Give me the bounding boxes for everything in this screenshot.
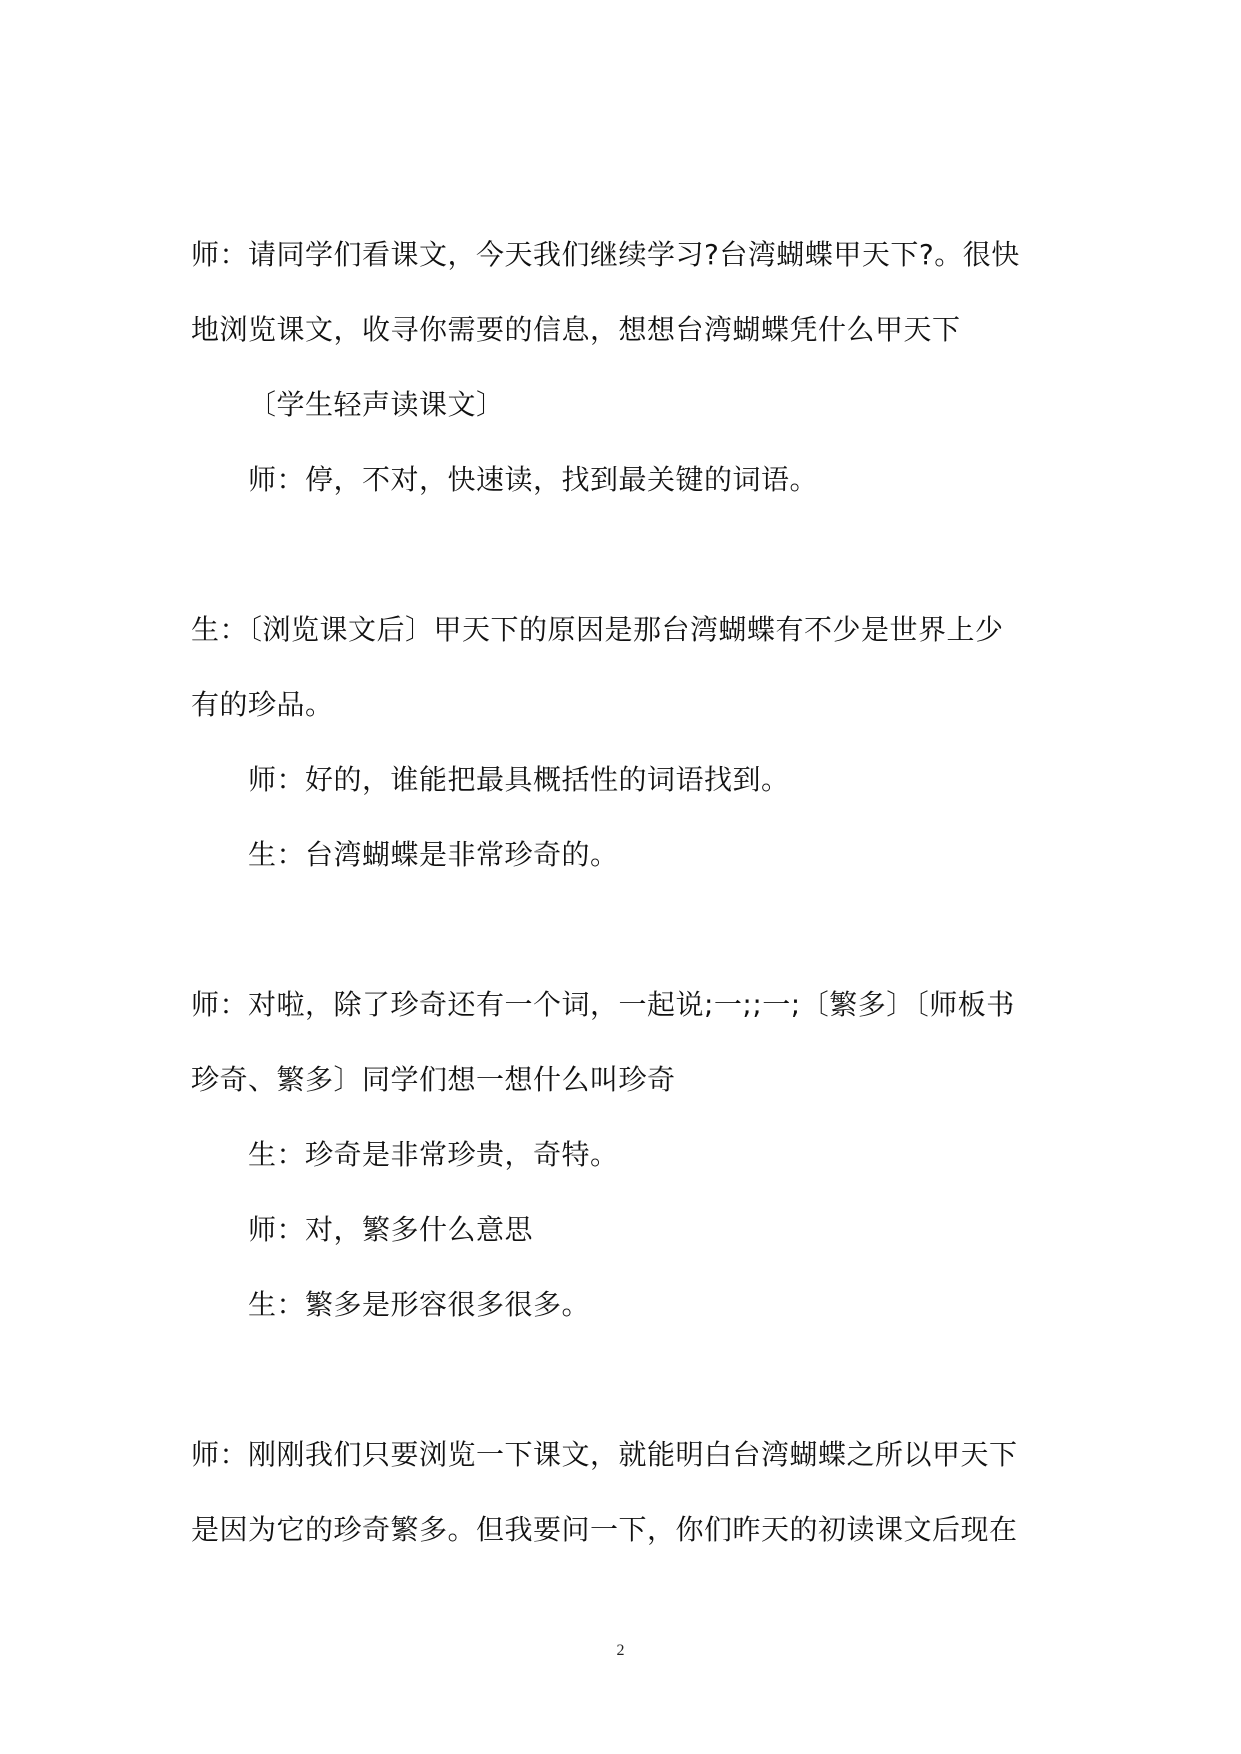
text-line-1: 师：请同学们看课文，今天我们继续学习?台湾蝴蝶甲天下?。很快 <box>191 238 1020 271</box>
text-line-6: 有的珍品。 <box>191 688 334 721</box>
text-line-3: 〔学生轻声读课文〕 <box>248 388 505 421</box>
text-line-14: 师：刚刚我们只要浏览一下课文，就能明白台湾蝴蝶之所以甲天下 <box>191 1438 1018 1471</box>
text-line-10: 珍奇、繁多〕同学们想一想什么叫珍奇 <box>191 1063 676 1096</box>
text-line-11: 生：珍奇是非常珍贵，奇特。 <box>248 1138 619 1171</box>
text-line-15: 是因为它的珍奇繁多。但我要问一下，你们昨天的初读课文后现在 <box>191 1513 1018 1546</box>
text-line-8: 生：台湾蝴蝶是非常珍奇的。 <box>248 838 619 871</box>
text-line-5: 生：〔浏览课文后〕甲天下的原因是那台湾蝴蝶有不少是世界上少 <box>191 613 1004 646</box>
text-line-7: 师：好的，谁能把最具概括性的词语找到。 <box>248 763 790 796</box>
text-line-2: 地浏览课文，收寻你需要的信息，想想台湾蝴蝶凭什么甲天下 <box>191 313 961 346</box>
text-line-13: 生：繁多是形容很多很多。 <box>248 1288 591 1321</box>
page-number: 2 <box>616 1642 625 1659</box>
text-line-4: 师：停，不对，快速读，找到最关键的词语。 <box>248 463 819 496</box>
text-line-12: 师：对，繁多什么意思 <box>248 1213 534 1246</box>
text-line-9: 师：对啦，除了珍奇还有一个词，一起说;一;;一;〔繁多〕〔师板书 <box>191 988 1015 1021</box>
